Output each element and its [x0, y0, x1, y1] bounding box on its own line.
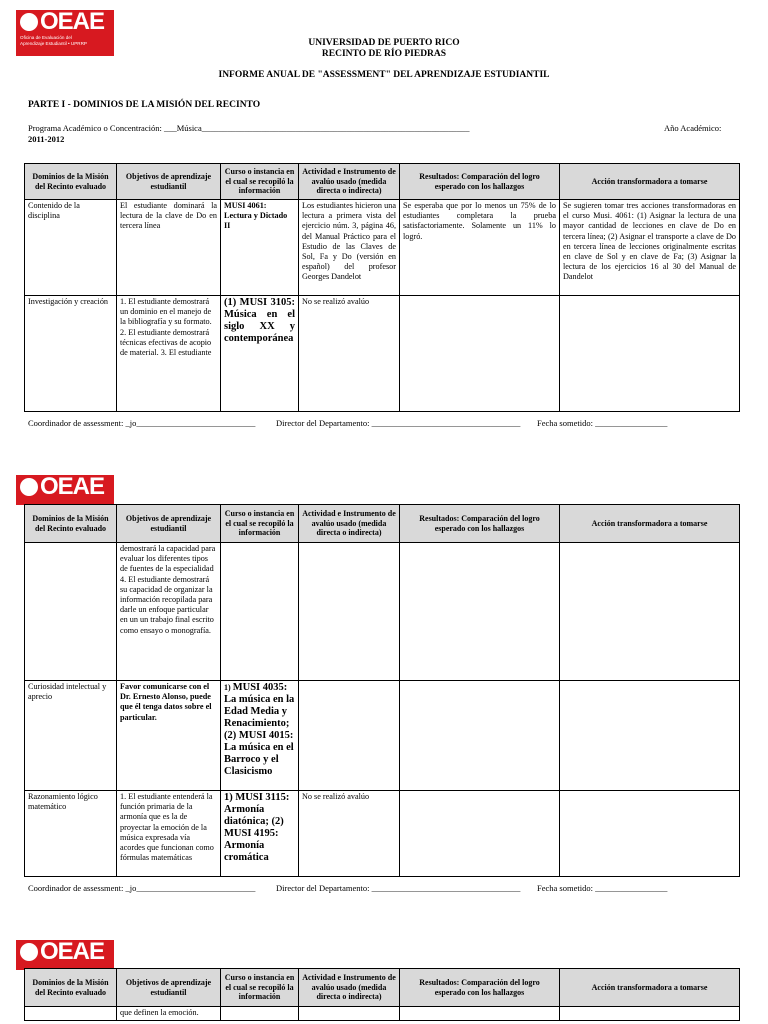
col-header-actividad: Actividad e Instrumento de avalúo usado (medida directa o indirecta) [299, 505, 400, 543]
logo-subtitle: Oficina de Evaluación del Aprendizaje Estudiantil • UPRRP [20, 35, 87, 46]
footer-coordinador: Coordinador de assessment: _jo____________________________ [28, 883, 256, 893]
cell-curso: 1) MUSI 3115: Armonía diatónica; (2) MUSI 4195: Armonía cromática [221, 791, 299, 877]
header-university: UNIVERSIDAD DE PUERTO RICO [308, 38, 460, 48]
footer-director: Director del Departamento: ___________________________________ [276, 418, 521, 428]
col-header-accion: Acción transformadora a tomarse [560, 164, 740, 200]
cell-resultados [400, 681, 560, 791]
cell-accion [560, 1007, 740, 1021]
cell-resultados [400, 296, 560, 412]
table-header-row [25, 505, 740, 543]
cell-objetivo: 1. El estudiante demostrará un dominio en el manejo de la bibliografía y su formato. 2. El estudiante demostrará técnicas efectivas de acopio de material. 3. El estudiante [117, 296, 221, 412]
cell-objetivo: Favor comunicarse con el Dr. Ernesto Alonso, puede que él tenga datos sobre el particular. [117, 681, 221, 791]
footer-fecha: Fecha sometido: _________________ [537, 418, 668, 428]
cell-dominio [25, 543, 117, 681]
cell-accion [560, 681, 740, 791]
logo-circle-icon [20, 13, 38, 31]
col-header-resultados: Resultados: Comparación del logro esperado con los hallazgos [400, 164, 560, 200]
cell-resultados [400, 791, 560, 877]
table-row [25, 296, 740, 412]
ano-academico-value: 2011-2012 [28, 134, 65, 144]
logo-brand: OEAE [40, 8, 105, 35]
cell-curso [221, 681, 299, 791]
cell-dominio: Contenido de la disciplina [25, 200, 117, 296]
programa-label: Programa Académico o Concentración: ___Música_______________________________________________________________ [28, 123, 470, 133]
cell-actividad [299, 543, 400, 681]
cell-actividad: Los estudiantes hicieron una lectura a primera vista del ejercicio núm. 3, página 46, del Manual Práctico para el Estudio de las Claves de Sol, Fa y Do (versión en español) del profesor Georges Dandelot [299, 200, 400, 296]
cell-accion [560, 543, 740, 681]
assessment-table-1 [24, 163, 740, 412]
cell-curso: (1) MUSI 3105: Música en el siglo XX y contemporánea [221, 296, 299, 412]
table-row [25, 681, 740, 791]
cell-resultados: Se esperaba que por lo menos un 75% de lo estudiantes completara la prueba satisfactoriamente. Solamente un 11% lo logró. [400, 200, 560, 296]
logo-circle-icon [20, 943, 38, 961]
header-report-title: INFORME ANUAL DE "ASSESSMENT" DEL APRENDIZAJE ESTUDIANTIL [218, 70, 550, 80]
oeae-logo [16, 940, 114, 970]
cell-dominio: Razonamiento lógico matemático [25, 791, 117, 877]
ano-academico-label: Año Académico: [664, 123, 722, 133]
col-header-dominios: Dominios de la Misión del Recinto evaluado [25, 164, 117, 200]
cell-curso-prefix: 1) [224, 683, 231, 692]
cell-accion [560, 791, 740, 877]
col-header-accion: Acción transformadora a tomarse [560, 505, 740, 543]
table-header-row [25, 164, 740, 200]
cell-actividad [299, 1007, 400, 1021]
col-header-curso: Curso o instancia en el cual se recopiló la información [221, 969, 299, 1007]
cell-curso [221, 543, 299, 681]
table-row [25, 1007, 740, 1021]
cell-actividad: No se realizó avalúo [299, 791, 400, 877]
col-header-accion: Acción transformadora a tomarse [560, 969, 740, 1007]
col-header-actividad: Actividad e Instrumento de avalúo usado (medida directa o indirecta) [299, 164, 400, 200]
logo-circle-icon [20, 478, 38, 496]
col-header-objetivos: Objetivos de aprendizaje estudiantil [117, 164, 221, 200]
cell-objetivo: demostrará la capacidad para evaluar los diferentes tipos de fuentes de la especialidad 4. El estudiante demostrará su capacidad de organizar la información recopilada para darle un enfoque particular en un un trabajo final escrito como ensayo o monografía. [117, 543, 221, 681]
logo-brand: OEAE [40, 473, 105, 500]
section-title: PARTE I - DOMINIOS DE LA MISIÓN DEL RECINTO [28, 100, 261, 110]
table-row [25, 200, 740, 296]
col-header-resultados: Resultados: Comparación del logro esperado con los hallazgos [400, 969, 560, 1007]
cell-resultados [400, 1007, 560, 1021]
cell-objetivo: que definen la emoción. [117, 1007, 221, 1021]
footer-director: Director del Departamento: ___________________________________ [276, 883, 521, 893]
table-row [25, 791, 740, 877]
col-header-actividad: Actividad e Instrumento de avalúo usado (medida directa o indirecta) [299, 969, 400, 1007]
cell-curso [221, 1007, 299, 1021]
assessment-table-2 [24, 504, 740, 877]
col-header-curso: Curso o instancia en el cual se recopiló la información [221, 164, 299, 200]
cell-actividad: No se realizó avalúo [299, 296, 400, 412]
cell-resultados [400, 543, 560, 681]
cell-dominio: Curiosidad intelectual y aprecio [25, 681, 117, 791]
table-row [25, 543, 740, 681]
col-header-objetivos: Objetivos de aprendizaje estudiantil [117, 505, 221, 543]
col-header-objetivos: Objetivos de aprendizaje estudiantil [117, 969, 221, 1007]
logo-brand: OEAE [40, 938, 105, 965]
col-header-dominios: Dominios de la Misión del Recinto evaluado [25, 505, 117, 543]
header-campus: RECINTO DE RÍO PIEDRAS [321, 49, 447, 59]
cell-dominio: Investigación y creación [25, 296, 117, 412]
footer-coordinador: Coordinador de assessment: _jo____________________________ [28, 418, 256, 428]
col-header-resultados: Resultados: Comparación del logro esperado con los hallazgos [400, 505, 560, 543]
cell-objetivo: 1. El estudiante entenderá la función primaria de la armonía que es la de proyectar la emoción de la música expresada vía acordes que funcionan como fórmulas matemáticas [117, 791, 221, 877]
cell-curso-text: MUSI 4035: La música en la Edad Media y Renacimiento; (2) MUSI 4015: La música en el Barroco y el Clasicismo [224, 682, 295, 777]
col-header-curso: Curso o instancia en el cual se recopiló la información [221, 505, 299, 543]
cell-accion [560, 296, 740, 412]
cell-actividad [299, 681, 400, 791]
cell-curso: MUSI 4061: Lectura y Dictado II [221, 200, 299, 296]
cell-objetivo: El estudiante dominará la lectura de la clave de Do en tercera línea [117, 200, 221, 296]
col-header-dominios: Dominios de la Misión del Recinto evaluado [25, 969, 117, 1007]
assessment-table-3 [24, 968, 740, 1021]
cell-dominio [25, 1007, 117, 1021]
footer-fecha: Fecha sometido: _________________ [537, 883, 668, 893]
table-header-row [25, 969, 740, 1007]
oeae-logo [16, 475, 114, 505]
cell-accion: Se sugieren tomar tres acciones transformadoras en el curso Musi. 4061: (1) Asignar la lectura de una mayor cantidad de lecciones en clave de Do en tercera línea; (2) Asignar el transporte a clave de Do en tercera línea de lecciones originalmente escritas en clave de Sol y en clave de Fa; (3) Asignar la lectura de los ejercicios 16 al 30 del Manual de Dandelot [560, 200, 740, 296]
